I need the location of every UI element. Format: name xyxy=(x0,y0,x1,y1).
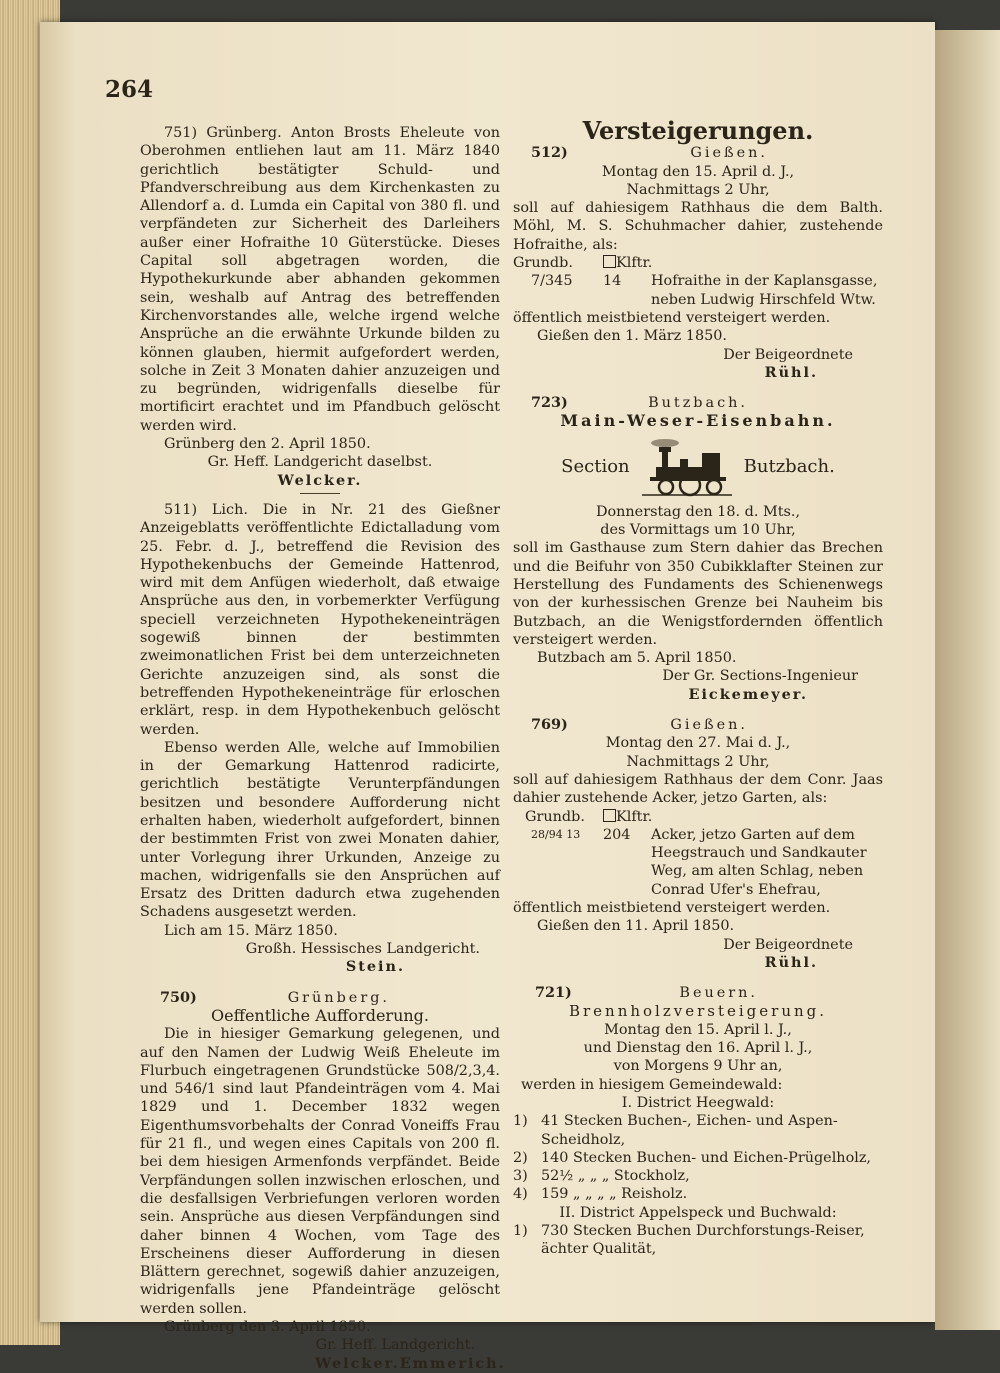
notice-751 xyxy=(140,124,500,490)
notice-signature: Der Beigeordnete xyxy=(723,346,853,363)
table-cell: 204 xyxy=(603,826,631,843)
notice-place: Beuern. xyxy=(679,985,758,1002)
notice-date: Butzbach am 5. April 1850. xyxy=(537,650,737,667)
notice-number: 750) xyxy=(160,988,197,1006)
notice-date: Gießen den 1. März 1850. xyxy=(537,328,728,345)
right-column xyxy=(513,116,883,1259)
notice-text: 511) Lich. Die in Nr. 21 des Gießner Anzeigeblatts veröffentlichte Edictalladung vom 25. Febr. d. J., betreffend die Revision des Hypothekenbuchs der Gemeinde Hattenrod, wird mit dem Anfügen wiederholt, daß etwaige Ansprüche aus den, in vorbemerkter Verfügung speciell verzeichneten Hypothekeneinträgen sogewiß binnen der bestimmten zweimonatlichen Frist bei dem unterzeichneten Gerichte anzuzeigen sind, als sonst die betreffenden Hypothekeneinträge für erloschen erklärt, resp. in dem Hypothekenbuch gelöscht werden. xyxy=(140,501,500,738)
notice-signature: Rühl. xyxy=(764,363,818,381)
table-cell: Acker, jetzo Garten auf dem Heegstrauch und Sandkauter Weg, am alten Schlag, neben Conrad Ufer's Ehefrau, xyxy=(651,826,867,898)
notice-date-line: Montag den 15. April l. J., xyxy=(604,1021,792,1038)
notice-time-line: Nachmittags 2 Uhr, xyxy=(626,181,770,198)
notice-place: Grünberg. xyxy=(287,989,390,1006)
table-header: Klftr. xyxy=(616,808,653,825)
list-item-text: 52½ „ „ „ Stockholz, xyxy=(541,1168,690,1185)
list-item-text: 730 Stecken Buchen Durchforstungs-Reiser, ächter Qualität, xyxy=(541,1223,865,1258)
page-number: 264 xyxy=(105,76,154,103)
notice-number: 769) xyxy=(531,716,568,734)
notice-title: Brennholzversteigerung. xyxy=(568,1002,828,1021)
wood-list xyxy=(513,1222,883,1259)
notice-signature: Welcker. xyxy=(277,471,363,489)
section-heading: Versteigerungen. xyxy=(582,116,814,145)
notice-date: Grünberg den 2. April 1850. xyxy=(164,436,371,453)
notice-text: 751) Grünberg. Anton Brosts Eheleute von Oberohmen entliehen laut am 11. März 1840 gerichtlich bestätigter Schuld- und Pfandverschreibung aus dem Kirchenkasten zu Allendorf a. d. Lumda ein Capital von 380 fl. und verpfändeten zur Sicherheit des Darleihers außer einer Hofraithe 10 Güterstücke. Dieses Capital soll abgetragen worden, die Hypothekurkunde aber abhanden gekommen sein, weshalb auf Antrag des betreffenden Kirchenvorstandes alle, welche irgend welche Ansprüche an die erwähnte Urkunde bilden zu können glauben, hiermit aufgefordert werden, solche in Zeit 3 Monaten dahier anzuzeigen und zu begründen, widrigenfalls dieselbe für mortificirt erachtet und im Pfandbuch gelöscht werden wird. xyxy=(140,125,500,434)
notice-512 xyxy=(513,144,883,382)
notice-text: Ebenso werden Alle, welche auf Immobilien in der Gemarkung Hattenrod radicirte, gerichtlich bestätigte Verunterpfändungen besitzen und besondere Aufforderung nicht erhalten haben, wiederholt aufgefordert, binnen der bestimmten Frist von zwei Monaten dahier, unter Vorlegung ihrer Urkunden, Anzeige zu machen, widrigenfalls sie den Ansprüchen auf Ersatz des Dritten dadurch etwa zugehenden Schadens ausgesetzt werden. xyxy=(140,739,500,921)
list-item-text: 159 „ „ „ „ Reisholz. xyxy=(541,1186,688,1203)
notice-time-line: des Vormittags um 10 Uhr, xyxy=(600,522,796,539)
notice-signature: Welcker. xyxy=(315,1354,400,1372)
table-cell: 28/94 13 xyxy=(531,827,581,841)
notice-text: soll auf dahiesigem Rathhaus der dem Conr. Jaas dahier zustehende Acker, jetzo Garten, als: xyxy=(513,771,883,807)
list-item xyxy=(513,1185,883,1203)
notice-769 xyxy=(513,716,883,972)
notice-signature: Der Gr. Sections-Ingenieur xyxy=(662,668,858,685)
notice-time-line: von Morgens 9 Uhr an, xyxy=(613,1058,783,1075)
notice-date: Grünberg den 3. April 1850. xyxy=(164,1319,371,1335)
list-item xyxy=(513,1222,883,1259)
notice-date: Lich am 15. März 1850. xyxy=(164,922,338,939)
notice-number: 512) xyxy=(531,144,568,162)
section-label: Section xyxy=(561,455,630,477)
notice-date-line: Montag den 27. Mai d. J., xyxy=(605,735,791,752)
notice-place: Gießen. xyxy=(670,717,748,734)
wood-list xyxy=(513,1112,883,1203)
notice-date-line: Montag den 15. April d. J., xyxy=(601,163,795,180)
notice-court: Gr. Heff. Landgericht. xyxy=(315,1337,475,1354)
list-item-text: 140 Stecken Buchen- und Eichen-Prügelholz, xyxy=(541,1149,871,1166)
list-item-number: 3) xyxy=(513,1168,528,1185)
notice-signature: Emmerich. xyxy=(399,1354,506,1372)
table-header: Grundb. xyxy=(525,808,585,825)
notice-court: Großh. Hessisches Landgericht. xyxy=(245,941,480,958)
notice-text: werden in hiesigem Gemeindewald: xyxy=(521,1076,783,1093)
notice-place: Butzbach. xyxy=(648,395,748,412)
notice-text: öffentlich meistbietend versteigert werden. xyxy=(513,309,831,326)
notice-750 xyxy=(140,988,506,1373)
left-column xyxy=(140,124,506,1373)
notice-signature: Stein. xyxy=(345,958,405,976)
notice-723 xyxy=(513,394,883,704)
table-cell: 14 xyxy=(603,273,622,290)
notice-time-line: Nachmittags 2 Uhr, xyxy=(626,753,770,770)
list-item xyxy=(513,1112,883,1149)
notice-text: soll auf dahiesigem Rathhaus die dem Balth. Möhl, M. S. Schuhmacher dahier, zustehende Hofraithe, als: xyxy=(513,200,883,253)
notice-date: Gießen den 11. April 1850. xyxy=(537,918,735,935)
list-item-number: 1) xyxy=(513,1223,528,1240)
section-label: Butzbach. xyxy=(743,455,835,477)
notice-text: öffentlich meistbietend versteigert werden. xyxy=(513,899,831,916)
locomotive-icon xyxy=(642,437,732,497)
notice-signature: Rühl. xyxy=(764,953,818,971)
notice-number: 721) xyxy=(535,984,572,1002)
district-heading: II. District Appelspeck und Buchwald: xyxy=(559,1204,837,1221)
adjacent-page xyxy=(935,30,1000,1330)
list-item-number: 2) xyxy=(513,1149,528,1166)
notice-place: Gießen. xyxy=(690,145,768,162)
district-heading: I. District Heegwald: xyxy=(621,1094,775,1111)
table-cell: 7/345 xyxy=(531,273,573,290)
notice-text: Die in hiesiger Gemarkung gelegenen, und auf den Namen der Ludwig Weiß Eheleute im Flurbuch eingetragenen Grundstücke 508/2,3,4. und 546/1 sind laut Pfandeinträgen vom 4. Mai 1829 und 1. December 1832 wegen Eigenthumsvorbehalts der Conrad Voneiffs Frau für 21 fl., und wegen eines Capitals von 200 fl. bei dem hiesigen Armenfonds verpfändet. Beide Verpfändungen sollen inzwischen erloschen, und die desfallsigen Verbriefungen verloren worden sein. Ansprüche aus diesen Verpfändungen sind daher binnen 4 Wochen, vom Tage des Erscheinens dieser Aufforderung in diesen Blättern gerechnet, sogewiß dahier anzuzeigen, widrigenfalls jene Pfandeinträge gelöscht werden sollen. xyxy=(140,1026,500,1317)
box-symbol xyxy=(603,255,616,268)
notice-number: 723) xyxy=(531,394,568,412)
box-symbol xyxy=(603,809,616,822)
notice-signature: Der Beigeordnete xyxy=(723,936,853,953)
table-header: Grundb. xyxy=(513,255,573,272)
table-header: Klftr. xyxy=(616,255,653,272)
notice-signature: Eickemeyer. xyxy=(688,685,808,703)
list-item-number: 4) xyxy=(513,1186,528,1203)
notice-date-line: Donnerstag den 18. d. Mts., xyxy=(595,503,801,520)
notice-text: soll im Gasthause zum Stern dahier das Brechen und die Beifuhr von 350 Cubikklafter Steinen zur Herstellung des Fundaments des Schienenwegs von der kurhessischen Grenze bei Nauheim bis Butzbach, an die Wenigstfordernden öffentlich versteigert werden. xyxy=(513,540,883,648)
table-cell: Hofraithe in der Kaplansgasse, neben Ludwig Hirschfeld Wtw. xyxy=(651,273,878,308)
list-item-text: 41 Stecken Buchen-, Eichen- und Aspen-Scheidholz, xyxy=(541,1113,838,1148)
railway-title: Main-Weser-Eisenbahn. xyxy=(560,411,836,431)
notice-511 xyxy=(140,501,500,977)
notice-date-line: und Dienstag den 16. April l. J., xyxy=(583,1040,813,1057)
notice-721 xyxy=(513,984,883,1258)
divider xyxy=(300,493,340,494)
list-item xyxy=(513,1149,883,1167)
list-item xyxy=(513,1167,883,1185)
list-item-number: 1) xyxy=(513,1113,528,1130)
notice-court: Gr. Heff. Landgericht daselbst. xyxy=(207,454,433,471)
notice-title: Oeffentliche Aufforderung. xyxy=(210,1005,429,1025)
